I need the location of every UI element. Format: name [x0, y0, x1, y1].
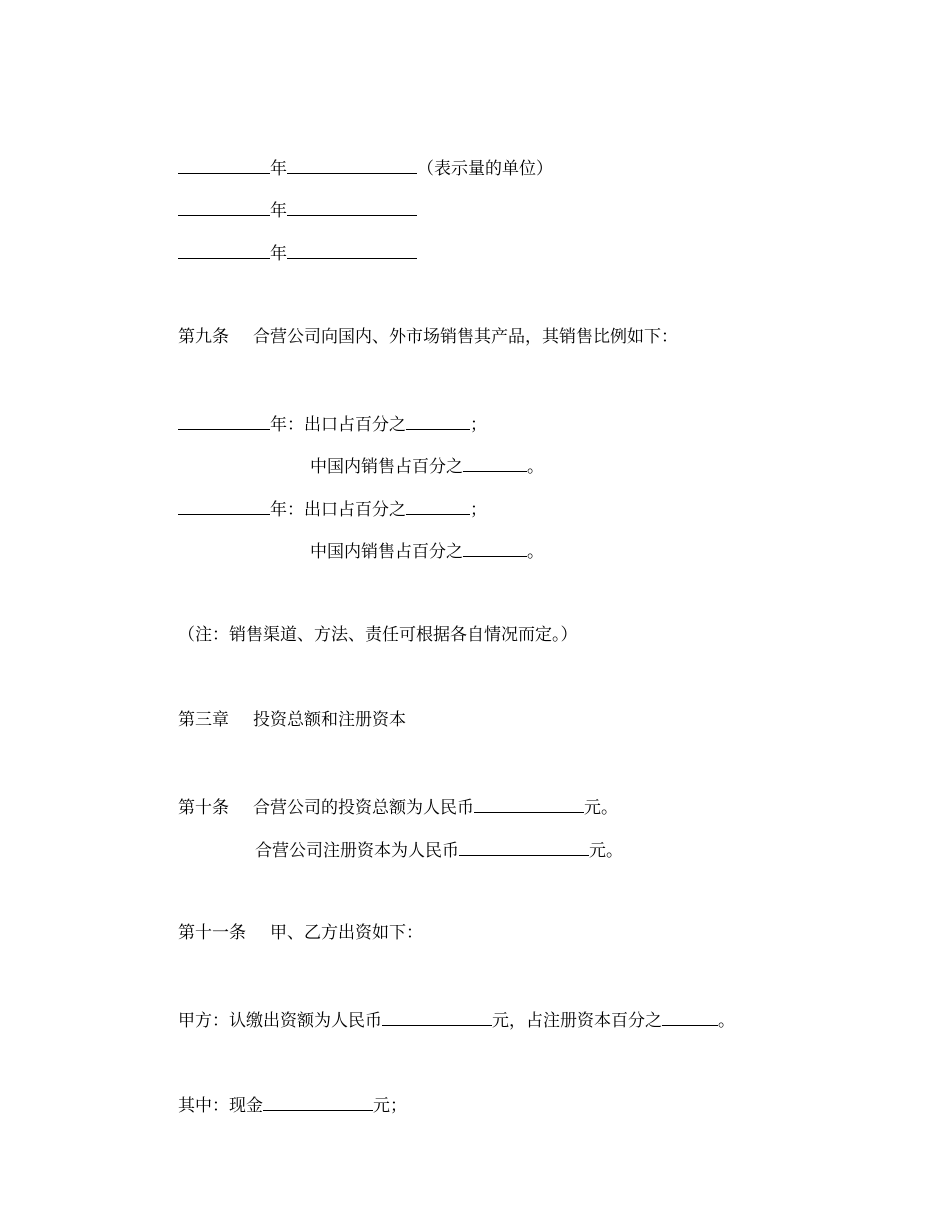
cash-text: 其中：现金 — [178, 1096, 263, 1116]
article-10-line2-row — [255, 838, 623, 860]
party-a-end: 。 — [718, 1011, 735, 1031]
year-blank — [178, 497, 270, 515]
party-a-amount-blank — [382, 1008, 492, 1026]
article-11 — [178, 922, 423, 944]
total-investment-blank — [474, 795, 584, 813]
year-row-3 — [178, 241, 417, 263]
domestic-text: 中国内销售占百分之 — [310, 542, 463, 562]
cash-contribution — [178, 1093, 407, 1115]
year-blank — [178, 198, 270, 216]
quantity-blank — [287, 241, 417, 259]
cash-end: 元； — [373, 1096, 407, 1116]
article-10-line2-end: 元。 — [589, 841, 623, 861]
domestic-end: 。 — [527, 457, 544, 477]
article-10-line2: 合营公司注册资本为人民币 — [255, 841, 459, 861]
party-a-text: 甲方：认缴出资额为人民币 — [178, 1011, 382, 1031]
year-row-2 — [178, 198, 417, 220]
party-a-percent-blank — [662, 1008, 718, 1026]
export-percent-blank — [406, 412, 470, 430]
article-9-text: 合营公司向国内、外市场销售其产品，其销售比例如下： — [253, 327, 678, 347]
registered-capital-blank — [459, 838, 589, 856]
cash-amount-blank — [263, 1093, 373, 1111]
year-suffix: 年： — [270, 500, 304, 520]
export-text: 出口占百分之 — [304, 500, 406, 520]
domestic-row-2 — [310, 539, 544, 561]
domestic-percent-blank — [463, 539, 527, 557]
export-end: ； — [470, 415, 487, 435]
export-percent-blank — [406, 497, 470, 515]
article-10-line1-end: 元。 — [584, 798, 618, 818]
year-blank — [178, 241, 270, 259]
article-10-title: 第十条 — [178, 798, 229, 818]
domestic-percent-blank — [463, 454, 527, 472]
domestic-text: 中国内销售占百分之 — [310, 457, 463, 477]
quantity-blank — [287, 156, 417, 174]
domestic-row-1 — [310, 454, 544, 476]
article-10-line1: 合营公司的投资总额为人民币 — [253, 798, 474, 818]
year-blank — [178, 156, 270, 174]
year-suffix: 年 — [270, 159, 287, 179]
chapter-3-heading — [178, 709, 406, 731]
sales-year-row-2 — [178, 497, 487, 519]
sales-year-row-1 — [178, 412, 487, 434]
article-11-title: 第十一条 — [178, 923, 246, 943]
article-9 — [178, 326, 678, 348]
export-text: 出口占百分之 — [304, 415, 406, 435]
party-a-contribution — [178, 1008, 735, 1030]
year-row-1 — [178, 156, 553, 178]
party-a-mid: 元，占注册资本百分之 — [492, 1011, 662, 1031]
article-11-text: 甲、乙方出资如下： — [270, 923, 423, 943]
year-blank — [178, 412, 270, 430]
year-suffix: 年 — [270, 201, 287, 221]
unit-note: （表示量的单位） — [417, 159, 553, 179]
article-10 — [178, 795, 618, 817]
domestic-end: 。 — [527, 542, 544, 562]
quantity-blank — [287, 198, 417, 216]
export-end: ； — [470, 500, 487, 520]
article-9-title: 第九条 — [178, 327, 229, 347]
year-suffix: 年： — [270, 415, 304, 435]
year-suffix: 年 — [270, 244, 287, 264]
chapter-3-title: 第三章 — [178, 710, 229, 730]
note: （注：销售渠道、方法、责任可根据各自情况而定。） — [178, 625, 578, 645]
chapter-3-text: 投资总额和注册资本 — [253, 710, 406, 730]
